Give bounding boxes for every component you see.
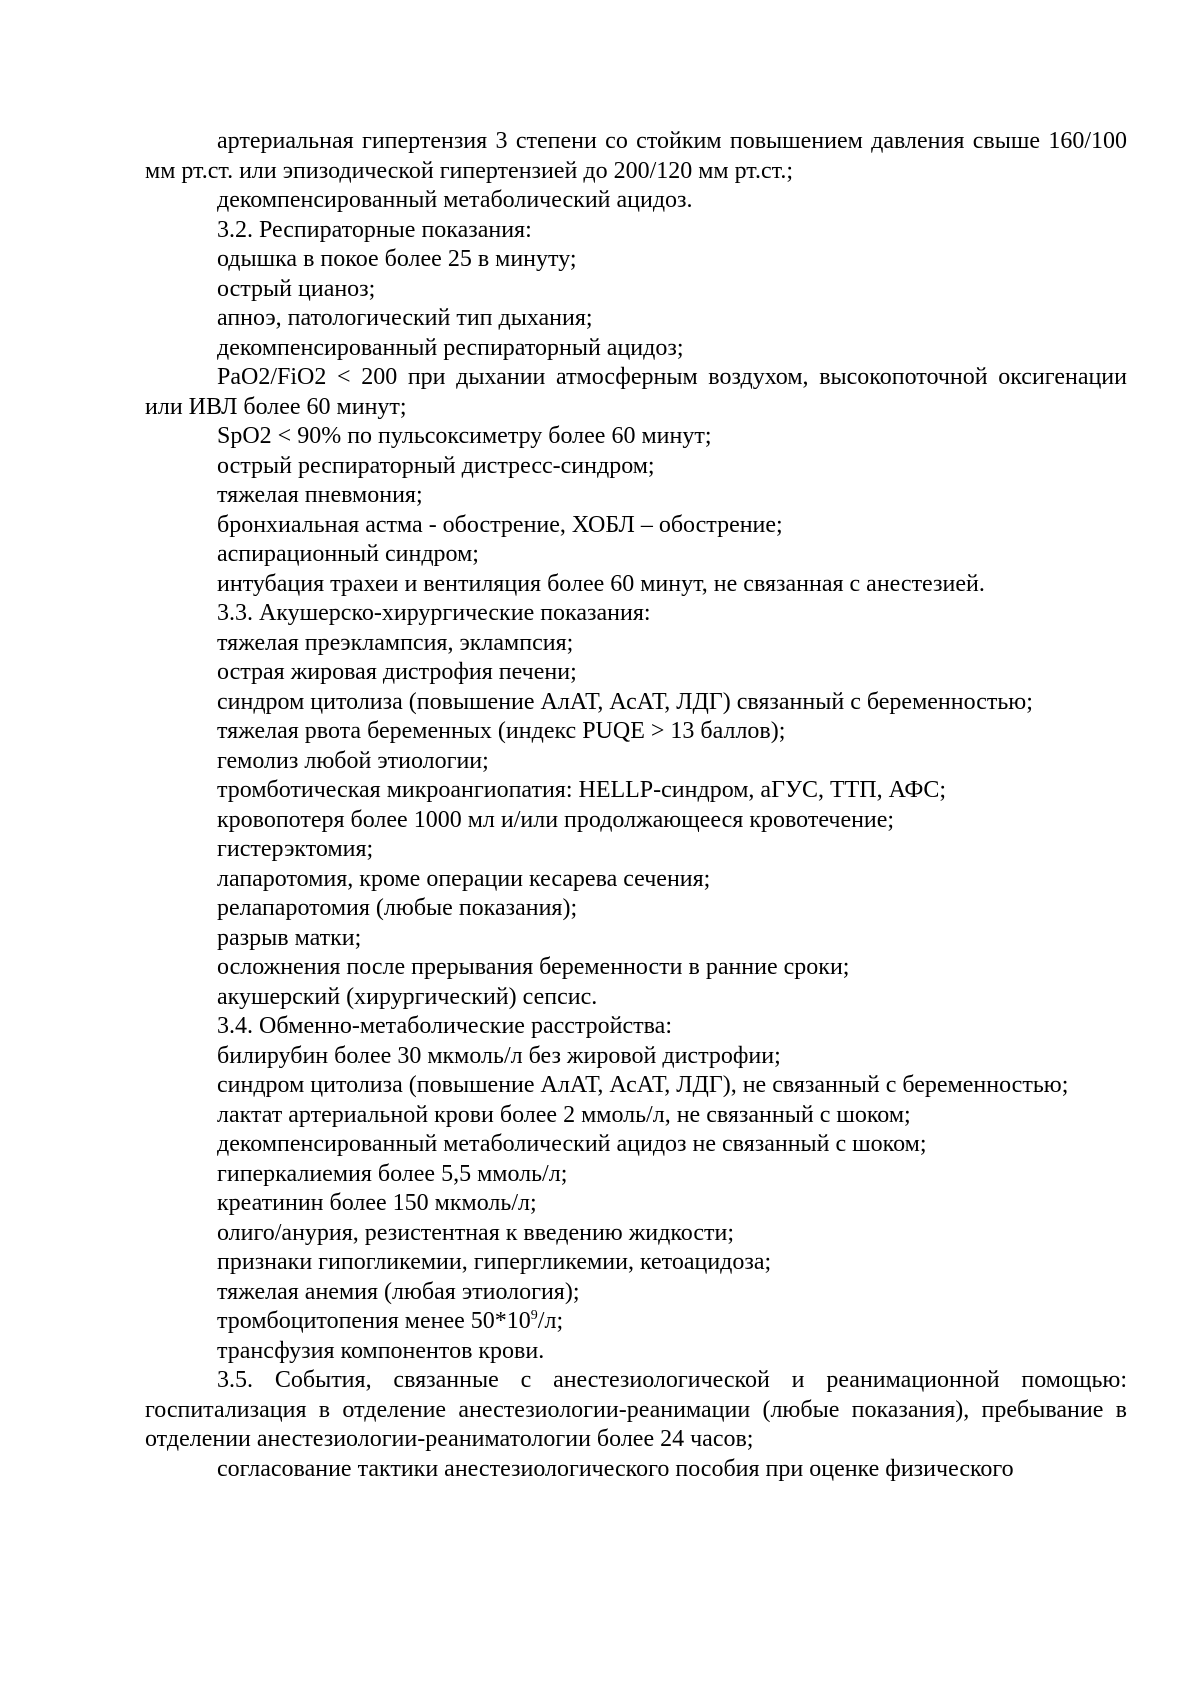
list-item: разрыв матки; — [217, 924, 362, 951]
list-item: синдром цитолиза (повышение АлАТ, АсАТ, ЛДГ), не связанный с беременностью; — [217, 1072, 1069, 1098]
list-item-unit: /л; — [537, 1308, 564, 1334]
list-item: декомпенсированный метаболический ацидоз не связанный с шоком; — [217, 1131, 927, 1157]
list-item: трансфузия компонентов крови. — [217, 1337, 545, 1364]
paragraph: артериальная гипертензия 3 степени со стойким повышением давления свыше 160/100 мм рт.ст. или эпизодической гипертензией до 200/120 мм рт.ст.; — [145, 128, 1127, 184]
list-item: креатинин более 150 мкмоль/л; — [217, 1190, 537, 1216]
list-item: олиго/анурия, резистентная к введению жидкости; — [217, 1219, 735, 1246]
document-body — [145, 127, 1127, 1484]
list-item-text: тромбоцитопения менее 50*10 — [217, 1308, 531, 1334]
list-item: одышка в покое более 25 в минуту; — [217, 246, 577, 272]
list-item: интубация трахеи и вентиляция более 60 минут, не связанная с анестезией. — [217, 570, 985, 597]
list-item-thrombocytopenia — [145, 1307, 1127, 1337]
list-item: острый респираторный дистресс-синдром; — [217, 452, 655, 479]
list-item: тяжелая пневмония; — [217, 482, 423, 508]
list-item: аспирационный синдром; — [217, 541, 479, 567]
list-item: согласование тактики анестезиологического пособия при оценке физического — [217, 1455, 1014, 1482]
list-item: апноэ, патологический тип дыхания; — [217, 305, 593, 331]
list-item: кровопотеря более 1000 мл и/или продолжающееся кровотечение; — [217, 806, 895, 833]
list-item: тяжелая рвота беременных (индекс PUQE > 13 баллов); — [217, 718, 786, 744]
list-item: признаки гипогликемии, гипергликемии, кетоацидоза; — [217, 1249, 772, 1275]
list-item: акушерский (хирургический) сепсис. — [217, 983, 598, 1010]
list-item: декомпенсированный респираторный ацидоз; — [217, 334, 684, 361]
list-item: тяжелая преэклампсия, эклампсия; — [217, 629, 574, 656]
list-item: гистерэктомия; — [217, 836, 374, 862]
superscript-exponent: 9 — [530, 1308, 538, 1323]
section-heading: 3.3. Акушерско-хирургические показания: — [217, 600, 651, 626]
list-item: PaO2/FiO2 < 200 при дыхании атмосферным воздухом, высокопоточной оксигенации или ИВЛ более 60 минут; — [145, 364, 1127, 420]
section-heading: 3.4. Обменно-метаболические расстройства: — [217, 1013, 673, 1039]
section-heading: 3.2. Респираторные показания: — [217, 216, 532, 243]
list-item: бронхиальная астма - обострение, ХОБЛ – обострение; — [217, 511, 783, 538]
paragraph: декомпенсированный метаболический ацидоз. — [217, 187, 693, 213]
list-item: тромботическая микроангиопатия: HELLP-синдром, аГУС, ТТП, АФС; — [217, 777, 947, 803]
section-heading: 3.5. События, связанные с анестезиологической и реанимационной помощью: госпитализация в отделение анестезиологии-реанимации (любые показания), пребывание в отделении анестезиологии-реаниматологии более 24 часов; — [145, 1367, 1127, 1452]
list-item: лактат артериальной крови более 2 ммоль/л, не связанный с шоком; — [217, 1101, 911, 1128]
list-item: синдром цитолиза (повышение АлАТ, АсАТ, ЛДГ) связанный с беременностью; — [217, 688, 1033, 715]
list-item: острый цианоз; — [217, 275, 376, 302]
list-item: билирубин более 30 мкмоль/л без жировой дистрофии; — [217, 1042, 781, 1069]
list-item: SpO2 < 90% по пульсоксиметру более 60 минут; — [217, 423, 712, 449]
list-item: осложнения после прерывания беременности в ранние сроки; — [217, 954, 850, 980]
list-item: лапаротомия, кроме операции кесарева сечения; — [217, 865, 711, 892]
list-item: гемолиз любой этиологии; — [217, 747, 489, 774]
list-item: гиперкалиемия более 5,5 ммоль/л; — [217, 1160, 568, 1187]
list-item: тяжелая анемия (любая этиология); — [217, 1278, 580, 1305]
list-item: релапаротомия (любые показания); — [217, 895, 578, 921]
list-item: острая жировая дистрофия печени; — [217, 659, 577, 685]
